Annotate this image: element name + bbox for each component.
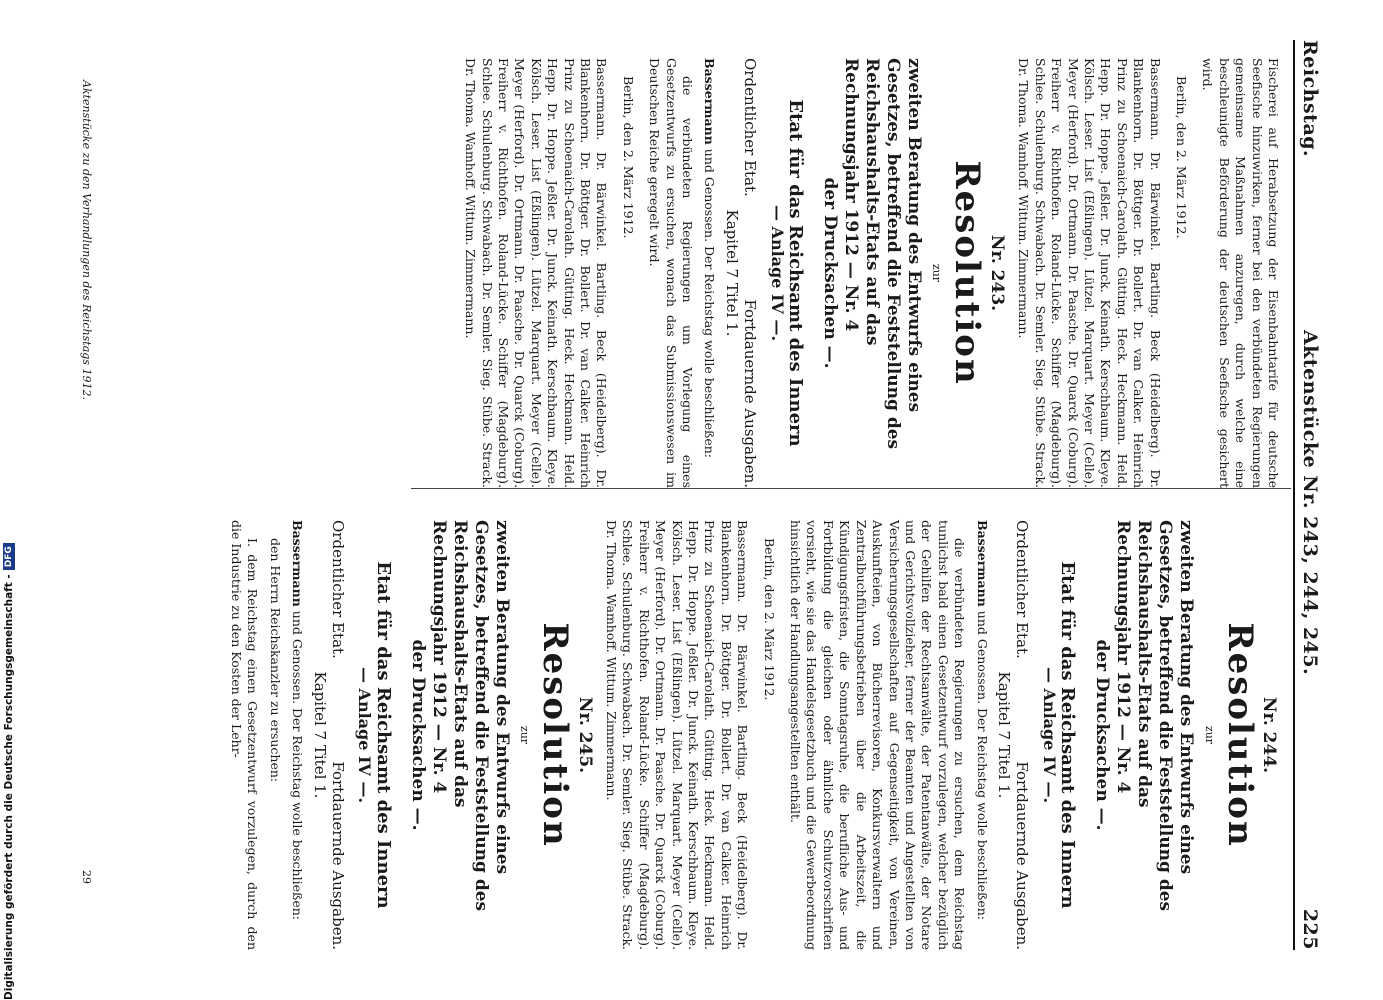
date-line: Berlin, den 2. März 1912.	[1173, 76, 1189, 239]
document-number: Nr. 244.	[1259, 696, 1279, 774]
column-divider	[411, 488, 1291, 489]
continuing-expenses: Fortdauernde Ausgaben.	[741, 299, 760, 488]
header-left: Reichstag.	[1299, 40, 1321, 158]
motion-text: und Genossen. Der Reichstag wolle beschließen:	[702, 148, 718, 458]
motion-text: und Genossen. Der Reichstag wolle beschließen:	[974, 610, 990, 920]
left-column	[456, 58, 1287, 488]
ordinary-line	[742, 58, 758, 488]
motion-body-item: I. dem Reichstag einen Gesetzentwurf vorzulegen, durch den die Industrie zu den Kosten der Lehr-	[228, 520, 261, 950]
zur-label: zur	[518, 725, 532, 745]
date-line: Berlin, den 2. März 1912.	[761, 538, 777, 701]
ordinary-line	[330, 520, 346, 950]
subject-text: zweiten Beratung des Entwurfs eines Gesetzes, betreffend die Feststellung des Reichshaushalts-Etats auf das Rechnungsjahr 1912 — Nr. 4	[428, 520, 512, 912]
document-title: Resolution	[1219, 622, 1260, 848]
motion-body: die verbündeten Regierungen zu ersuchen, dem Reichstag tunlichst bald einen Gesetzentwurf vorzulegen, welcher bezüglich der Gehilfen der Rechtsanwälte, der Patentanwälte, der Notare und Gerichtsvollzieher, ferner der Beamten und Angestellten von Versicherungsgesellschaften auf Gegenseitigkeit, von Vereinen, Auskunfteien, von Bücherrevisoren, Konkursverwaltern und Zentralbuchführungsbetrieben über die Arbeitszeit, die Kündigungsfristen, die Sonntagsruhe, die berufliche Aus- und Fortbildung die gleichen oder ähnliche Schutzvorschriften vorsieht, wie sie das Handelsgesetzbuch und die Gewerbeordnung hinsichtlich der Handlungsangestellten enthält.	[788, 520, 968, 950]
motion-body: den Herrn Reichskanzler zu ersuchen:	[267, 538, 283, 783]
chapter-title: Kapitel 7 Titel 1.	[310, 671, 329, 799]
footer-sheet-number: 29	[80, 870, 93, 884]
subject-text-end: der Drucksachen —.	[1092, 639, 1113, 831]
digitization-text: Digitalisierung gefördert durch die Deutsche Forschungsgemeinschaft -	[3, 574, 15, 1000]
chapter-title: Kapitel 7 Titel 1.	[994, 671, 1013, 799]
document-number: Nr. 245.	[574, 696, 595, 774]
anlage-label: — Anlage IV —.	[355, 666, 375, 804]
page-number: 225	[1299, 908, 1321, 950]
zur-label: zur	[1202, 725, 1216, 745]
continuing-expenses: Fortdauernde Ausgaben.	[1013, 761, 1032, 950]
document-title: Resolution	[535, 622, 576, 848]
chapter-title: Kapitel 7 Titel 1.	[722, 209, 741, 337]
ordinary-etat: Ordentlicher Etat.	[329, 520, 347, 659]
digitization-note	[0, 0, 18, 1000]
ordinary-etat: Ordentlicher Etat.	[741, 58, 760, 197]
etat-heading: Etat für das Reichsamt des Innern	[1057, 561, 1079, 909]
motion-name: Bassermann	[974, 520, 990, 607]
date-line: Berlin, den 2. März 1912.	[620, 76, 636, 239]
motion-body: die verbündeten Regierungen um Vorlegung eines Gesetzentwurfs zu ersuchen, wonach das Submissionswesen im Deutschen Reiche geregelt wird.	[647, 58, 696, 488]
signatories: Bassermann. Dr. Bärwinkel. Bartling. Beck (Heidelberg). Dr. Blankenhorn. Dr. Böttger. Dr. Bollert. Dr. van Calker. Heinrich Prinz zu Schoenaich-Carolath. Gütting. Heck. Heckmann. Held. Hepp. Dr. Hoppe. Jeßler. Dr. Junck. Keinath. Kerschbaum. Kleye. Kölsch. Leser. List (Eßlingen). Lützel. Marquart. Meyer (Celle). Meyer (Herford). Dr. Ortmann. Dr. Paasche. Dr. Quarck (Coburg). Freiherr v. Richthofen. Roland-Lücke. Schiffer (Magdeburg). Schlee. Schulenburg. Schwabach. Dr. Semler. Sieg. Stübe. Strack. Dr. Thoma. Wamhoff. Wittum. Zimmermann.	[1016, 58, 1163, 488]
subject-text-end: der Drucksachen —.	[820, 177, 841, 369]
right-column	[222, 520, 1287, 950]
anlage-label: — Anlage IV —.	[767, 204, 787, 342]
zur-label: zur	[930, 263, 944, 283]
subject-text: zweiten Beratung des Entwurfs eines Gesetzes, betreffend die Feststellung des Reichshaushalts-Etats auf das Rechnungsjahr 1912 — Nr. 4	[841, 58, 925, 450]
header-center: Aktenstücke Nr. 243, 244, 245.	[1299, 330, 1321, 676]
footer-source: Aktenstücke zu den Verhandlungen des Reichstags 1912.	[80, 80, 93, 400]
ordinary-line	[1014, 520, 1030, 950]
continuing-expenses: Fortdauernde Ausgaben.	[329, 761, 347, 950]
dfg-logo: DFG	[3, 543, 15, 570]
anlage-label: — Anlage IV —.	[1039, 666, 1059, 804]
page-header	[1293, 40, 1321, 950]
document-title: Resolution	[947, 160, 988, 386]
motion-name: Bassermann	[702, 58, 718, 145]
etat-heading: Etat für das Reichsamt des Innern	[372, 561, 394, 909]
intro-text: Fischerei auf Herabsetzung der Eisenbahntarife für deutsche Seefische hinzuwirken, ferner bei den verbündeten Regierungen gemeinsame Maßnahmen anzuregen, durch welche eine beschleunigte Beförderung der deutschen Seefische gesichert wird.	[1200, 58, 1281, 488]
etat-heading: Etat für das Reichsamt des Innern	[785, 99, 807, 447]
subject-text: zweiten Beratung des Entwurfs eines Gesetzes, betreffend die Feststellung des Reichshaushalts-Etats auf das Rechnungsjahr 1912 — Nr. 4	[1113, 520, 1197, 912]
subject-text-end: der Drucksachen —.	[407, 639, 428, 831]
document-number: Nr. 243.	[986, 234, 1007, 312]
ordinary-etat: Ordentlicher Etat.	[1013, 520, 1032, 659]
motion-name: Bassermann	[290, 520, 306, 607]
signatories: Bassermann. Dr. Bärwinkel. Bartling. Beck (Heidelberg). Dr. Blankenhorn. Dr. Böttger. Dr. Bollert. Dr. van Calker. Heinrich Prinz zu Schoenaich-Carolath. Gütting. Heck. Heckmann. Held. Hepp. Dr. Hoppe. Jeßler. Dr. Junck. Keinath. Kerschbaum. Kleye. Kölsch. Leser. List (Eßlingen). Lützel. Marquart. Meyer (Celle). Meyer (Herford). Dr. Ortmann. Dr. Paasche. Dr. Quarck (Coburg). Freiherr v. Richthofen. Roland-Lücke. Schiffer (Magdeburg). Schlee. Schulenburg. Schwabach. Dr. Semler. Sieg. Stübe. Strack. Dr. Thoma. Wamhoff. Wittum. Zimmermann.	[604, 520, 751, 950]
signatories: Bassermann. Dr. Bärwinkel. Bartling. Beck (Heidelberg). Dr. Blankenhorn. Dr. Böttger. Dr. Bollert. Dr. van Calker. Heinrich Prinz zu Schoenaich-Carolath. Gütting. Heck. Heckmann. Held. Hepp. Dr. Hoppe. Jeßler. Dr. Junck. Keinath. Kerschbaum. Kleye. Kölsch. Leser. List (Eßlingen). Lützel. Marquart. Meyer (Celle). Meyer (Herford). Dr. Ortmann. Dr. Paasche. Dr. Quarck (Coburg). Freiherr v. Richthofen. Roland-Lücke. Schiffer (Magdeburg). Schlee. Schulenburg. Schwabach. Dr. Semler. Sieg. Stübe. Strack. Dr. Thoma. Wamhoff. Wittum. Zimmermann.	[463, 58, 610, 488]
motion-text: und Genossen. Der Reichstag wolle beschließen:	[290, 610, 306, 920]
